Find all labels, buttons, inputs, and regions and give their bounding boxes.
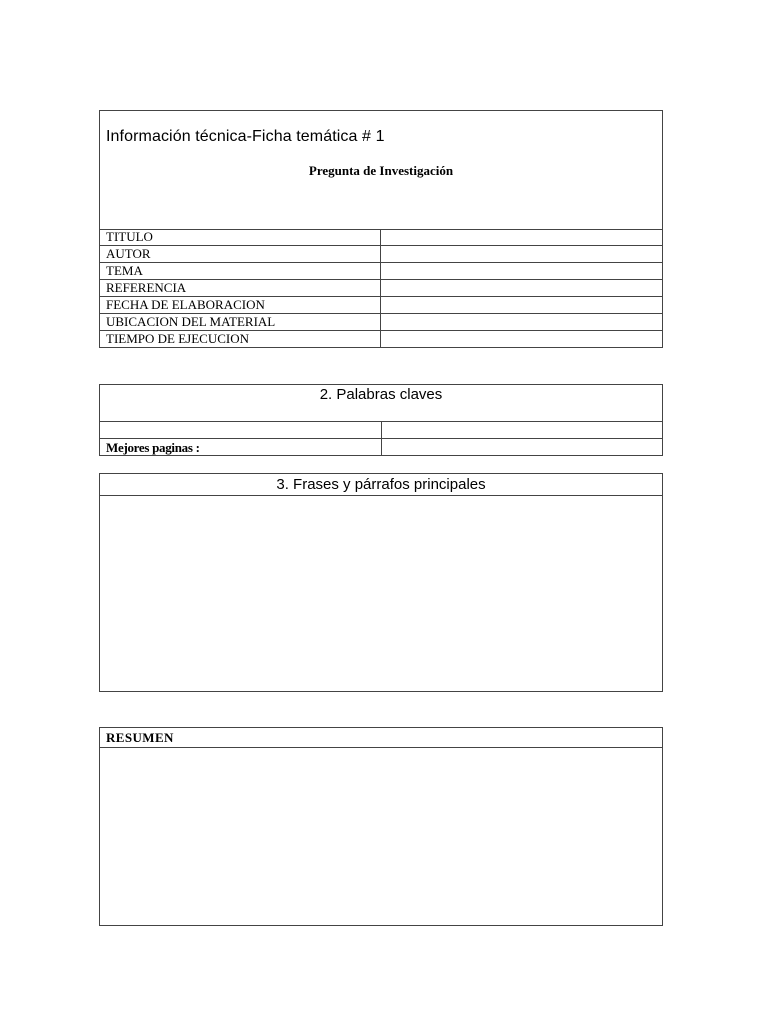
field-value-fecha[interactable] [381,297,663,314]
keywords-section [99,384,663,456]
phrases-title: 3. Frases y párrafos principales [100,474,662,496]
table-row [100,297,662,314]
phrases-section [99,473,663,692]
best-pages-label-cell [100,439,382,456]
field-label-tema: TEMA [100,263,381,280]
table-row [100,229,662,246]
best-pages-row [100,438,662,456]
field-label-titulo: TITULO [100,229,381,246]
field-label-autor: AUTOR [100,246,381,263]
research-question-label: Pregunta de Investigación [308,163,454,178]
summary-section [99,727,663,926]
field-label-referencia: REFERENCIA [100,280,381,297]
field-value-autor[interactable] [381,246,663,263]
summary-header [100,728,662,748]
table-row [100,280,662,297]
ficha-header [100,111,662,230]
table-row [100,314,662,331]
field-label-tiempo: TIEMPO DE EJECUCION [100,331,381,348]
ficha-title: Información técnica-Ficha temática # 1 [106,128,385,145]
field-label-fecha: FECHA DE ELABORACION [100,297,381,314]
field-value-referencia[interactable] [381,280,663,297]
keywords-title: 2. Palabras claves [319,386,443,403]
keywords-row [100,421,662,439]
ficha-info-section [99,110,663,348]
field-value-tema[interactable] [381,263,663,280]
field-value-tiempo[interactable] [381,331,663,348]
summary-title: RESUMEN [106,730,174,745]
field-value-titulo[interactable] [381,229,663,246]
info-fields-table [100,229,662,347]
field-label-ubicacion: UBICACION DEL MATERIAL [100,314,381,331]
keywords-cell-left[interactable] [100,422,382,439]
table-row [100,246,662,263]
field-value-ubicacion[interactable] [381,314,663,331]
table-row [100,331,662,348]
table-row [100,263,662,280]
best-pages-label: Mejores paginas : [106,440,200,455]
